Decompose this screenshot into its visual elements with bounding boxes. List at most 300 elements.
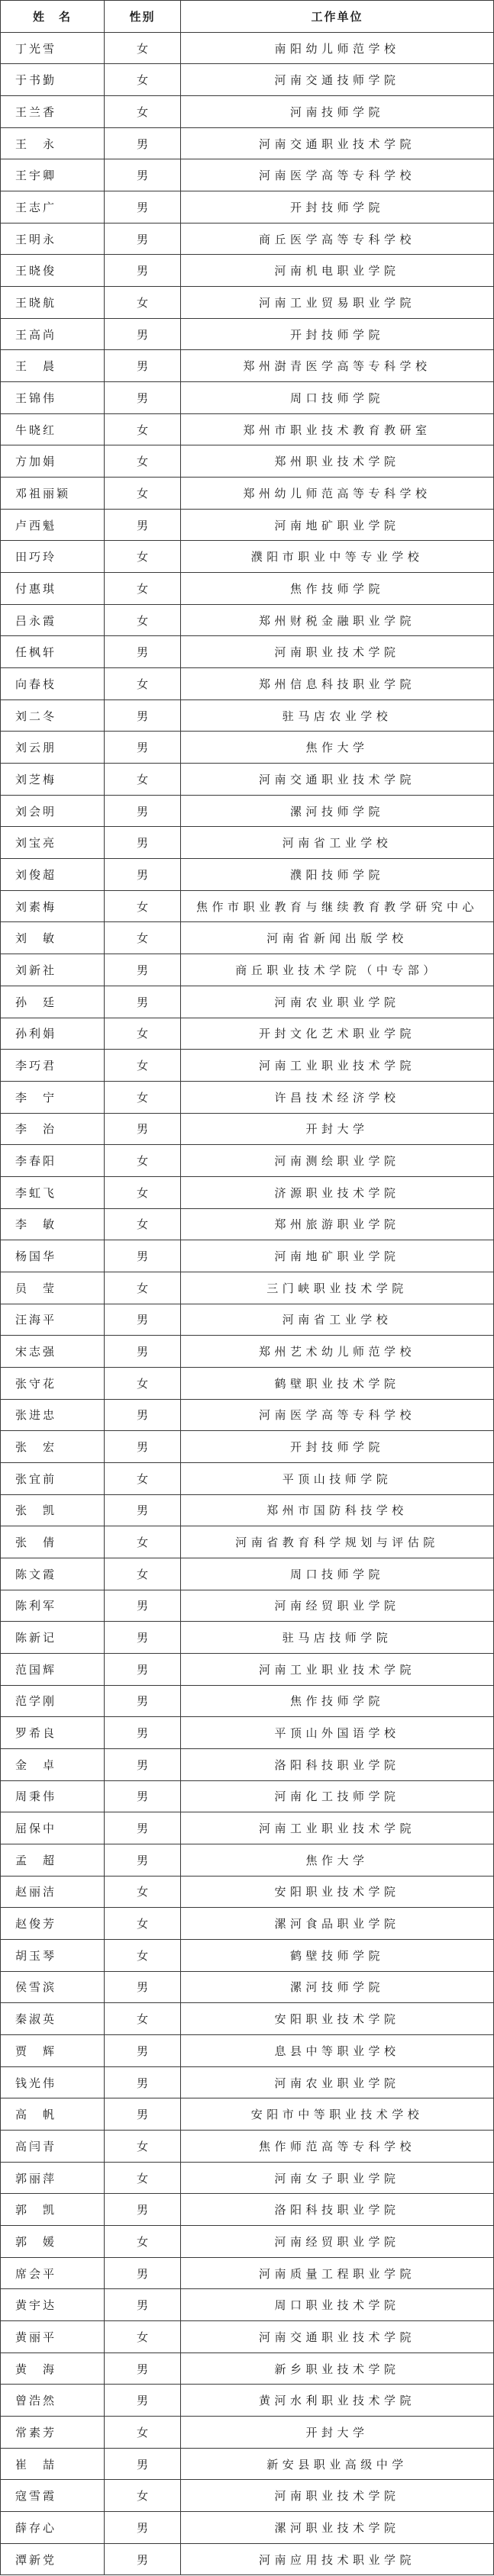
name-cell: 周秉伟 <box>1 1781 105 1812</box>
unit-cell: 河南地矿职业学院 <box>274 518 400 532</box>
gender-cell: 男 <box>105 2512 181 2543</box>
name-cell: 张宜前 <box>1 1463 105 1494</box>
name-cell: 李虹飞 <box>1 1177 105 1208</box>
name-cell: 刘芝梅 <box>1 764 105 795</box>
gender-cell: 女 <box>105 764 181 795</box>
gender-cell: 女 <box>105 478 181 509</box>
unit-cell: 焦作技师学院 <box>289 1694 384 1709</box>
unit-cell: 商丘职业技术学院（中专部） <box>235 963 439 977</box>
unit-cell: 河南省教育科学规划与评估院 <box>235 1536 439 1550</box>
name-cell: 常素芳 <box>1 2417 105 2448</box>
unit-cell: 周口职业技术学院 <box>274 2298 400 2313</box>
table-row <box>1 350 493 382</box>
gender-cell: 女 <box>105 2417 181 2448</box>
gender-cell: 男 <box>105 1114 181 1145</box>
unit-cell: 濮阳技师学院 <box>289 867 384 882</box>
name-cell: 郭 凯 <box>1 2194 105 2225</box>
name-cell: 付惠琪 <box>1 573 105 604</box>
unit-cell: 洛阳科技职业学院 <box>274 1758 400 1772</box>
gender-cell: 男 <box>105 2035 181 2066</box>
unit-cell: 南阳幼儿师范学校 <box>274 41 400 56</box>
gender-cell: 男 <box>105 796 181 827</box>
name-cell: 刘会明 <box>1 796 105 827</box>
name-cell: 陈利军 <box>1 1590 105 1622</box>
gender-cell: 男 <box>105 159 181 191</box>
gender-cell: 男 <box>105 1717 181 1748</box>
gender-cell: 女 <box>105 1177 181 1208</box>
name-cell: 邓祖丽颖 <box>1 478 105 509</box>
name-cell: 吕永霞 <box>1 605 105 636</box>
table-row <box>1 445 493 478</box>
gender-cell: 男 <box>105 986 181 1018</box>
unit-cell: 新安县职业高级中学 <box>266 2457 408 2471</box>
table-row <box>1 2003 493 2035</box>
name-cell: 范国辉 <box>1 1654 105 1685</box>
name-cell: 于书勤 <box>1 64 105 95</box>
name-cell: 陈新记 <box>1 1622 105 1653</box>
gender-cell: 女 <box>105 1272 181 1304</box>
unit-cell: 驻马店技师学院 <box>282 1631 392 1645</box>
gender-cell: 男 <box>105 1972 181 2003</box>
gender-cell: 男 <box>105 859 181 890</box>
table-row <box>1 1908 493 1940</box>
table-row <box>1 2385 493 2417</box>
table-row <box>1 1082 493 1114</box>
name-cell: 李春阳 <box>1 1145 105 1176</box>
name-cell: 任枫轩 <box>1 636 105 667</box>
unit-cell: 郑州财税金融职业学院 <box>258 613 415 628</box>
unit-cell: 河南医学高等专科学校 <box>258 169 415 183</box>
unit-cell: 河南女子职业学院 <box>274 2171 400 2185</box>
gender-cell: 男 <box>105 128 181 159</box>
name-cell: 赵丽洁 <box>1 1877 105 1908</box>
unit-cell: 河南工业贸易职业学院 <box>258 295 415 310</box>
gender-cell: 男 <box>105 224 181 255</box>
name-cell: 刘二冬 <box>1 700 105 732</box>
unit-cell: 河南农业职业学院 <box>274 2076 400 2090</box>
gender-cell: 女 <box>105 605 181 636</box>
name-cell: 杨国华 <box>1 1240 105 1272</box>
table-row <box>1 1812 493 1844</box>
gender-cell: 女 <box>105 1082 181 1113</box>
header-name: 姓 名 <box>1 1 105 32</box>
gender-cell: 女 <box>105 1877 181 1908</box>
table-row <box>1 1781 493 1813</box>
name-cell: 高 帆 <box>1 2098 105 2130</box>
header-gender: 性别 <box>105 1 181 32</box>
gender-cell: 男 <box>105 1240 181 1272</box>
unit-cell: 漯河职业技术学院 <box>274 2520 400 2535</box>
unit-cell: 郑州信息科技职业学院 <box>258 677 415 691</box>
unit-cell: 鹤壁技师学院 <box>289 1948 384 1963</box>
gender-cell: 女 <box>105 2003 181 2034</box>
table-row <box>1 541 493 573</box>
gender-cell: 男 <box>105 1304 181 1336</box>
name-cell: 方加娟 <box>1 445 105 477</box>
table-row <box>1 2417 493 2449</box>
table-row <box>1 1368 493 1400</box>
table-row <box>1 1145 493 1177</box>
name-cell: 寇雪霞 <box>1 2480 105 2511</box>
table-row <box>1 1877 493 1909</box>
unit-cell: 河南测绘职业学院 <box>274 1154 400 1169</box>
unit-cell: 平顶山技师学院 <box>282 1471 392 1486</box>
name-cell: 范学刚 <box>1 1686 105 1717</box>
unit-cell: 郑州幼儿师范高等专科学校 <box>243 486 431 500</box>
name-cell: 王高尚 <box>1 319 105 350</box>
name-cell: 赵俊芳 <box>1 1908 105 1939</box>
gender-cell: 男 <box>105 2194 181 2225</box>
table-row <box>1 668 493 700</box>
name-cell: 孙利娟 <box>1 1018 105 1050</box>
unit-cell: 开封技师学院 <box>289 200 384 214</box>
gender-cell: 男 <box>105 1622 181 1653</box>
table-row <box>1 2480 493 2512</box>
unit-cell: 开封大学 <box>305 1122 369 1137</box>
unit-cell: 濮阳市职业中等专业学校 <box>250 550 424 564</box>
unit-cell: 焦作大学 <box>305 741 369 755</box>
gender-cell: 男 <box>105 1781 181 1812</box>
gender-cell: 女 <box>105 1940 181 1971</box>
table-row <box>1 319 493 351</box>
table-row <box>1 510 493 542</box>
name-cell: 黄丽平 <box>1 2321 105 2352</box>
unit-cell: 焦作市职业教育与继续教育教学研究中心 <box>195 899 478 914</box>
table-row <box>1 636 493 668</box>
unit-cell: 安阳职业技术学院 <box>274 1885 400 1899</box>
table-row <box>1 922 493 954</box>
name-cell: 田巧玲 <box>1 541 105 572</box>
name-cell: 张守花 <box>1 1368 105 1399</box>
table-row <box>1 2163 493 2195</box>
unit-cell: 河南交通技师学院 <box>274 73 400 88</box>
name-cell: 王宇卿 <box>1 159 105 191</box>
unit-cell: 洛阳科技职业学院 <box>274 2203 400 2217</box>
table-row <box>1 1558 493 1590</box>
table-row <box>1 1717 493 1749</box>
name-cell: 钱光伟 <box>1 2067 105 2098</box>
gender-cell: 男 <box>105 1431 181 1462</box>
unit-cell: 郑州市职业技术教育教研室 <box>243 423 431 437</box>
name-cell: 刘素梅 <box>1 891 105 922</box>
table-row <box>1 1654 493 1686</box>
table-row <box>1 986 493 1018</box>
name-cell: 王晓航 <box>1 287 105 318</box>
gender-cell: 男 <box>105 2289 181 2320</box>
name-cell: 张 凯 <box>1 1495 105 1526</box>
unit-cell: 漯河技师学院 <box>289 804 384 818</box>
unit-cell: 河南省工业学校 <box>282 836 392 851</box>
name-cell: 王锦伟 <box>1 382 105 413</box>
gender-cell: 女 <box>105 2226 181 2257</box>
name-cell: 崔 喆 <box>1 2449 105 2480</box>
unit-cell: 安阳市中等职业技术学校 <box>250 2108 424 2122</box>
unit-cell: 河南交通职业技术学院 <box>258 2330 415 2344</box>
name-cell: 王兰香 <box>1 96 105 127</box>
unit-cell: 黄河水利职业技术学院 <box>258 2394 415 2408</box>
name-cell: 高闫青 <box>1 2131 105 2162</box>
name-cell: 汪海平 <box>1 1304 105 1336</box>
name-cell: 刘俊超 <box>1 859 105 890</box>
name-cell: 潭新党 <box>1 2544 105 2575</box>
table-row <box>1 573 493 605</box>
gender-cell: 男 <box>105 827 181 858</box>
table-row <box>1 700 493 732</box>
gender-cell: 女 <box>105 922 181 954</box>
unit-cell: 河南交通职业技术学院 <box>258 772 415 786</box>
table-row <box>1 1940 493 1972</box>
name-cell: 薛存心 <box>1 2512 105 2543</box>
name-cell: 李 治 <box>1 1114 105 1145</box>
gender-cell: 男 <box>105 2449 181 2480</box>
table-row <box>1 287 493 319</box>
table-row <box>1 33 493 65</box>
unit-cell: 开封文化艺术职业学院 <box>258 1027 415 1041</box>
gender-cell: 男 <box>105 319 181 350</box>
gender-cell: 女 <box>105 1050 181 1081</box>
unit-cell: 周口技师学院 <box>289 1567 384 1581</box>
name-cell: 牛晓红 <box>1 414 105 445</box>
gender-cell: 男 <box>105 1686 181 1717</box>
name-cell: 侯雪滨 <box>1 1972 105 2003</box>
name-cell: 黄宇达 <box>1 2289 105 2320</box>
name-cell: 曾浩然 <box>1 2385 105 2416</box>
name-cell: 宋志强 <box>1 1336 105 1367</box>
table-row <box>1 954 493 986</box>
table-row <box>1 2226 493 2258</box>
table-row <box>1 1272 493 1304</box>
unit-cell: 河南交通职业技术学院 <box>258 137 415 151</box>
table-row <box>1 764 493 796</box>
table-row <box>1 1240 493 1272</box>
gender-cell: 女 <box>105 2131 181 2162</box>
table-row <box>1 1018 493 1050</box>
gender-cell: 男 <box>105 732 181 763</box>
gender-cell: 男 <box>105 1590 181 1622</box>
name-cell: 丁光雪 <box>1 33 105 64</box>
name-cell: 孙 廷 <box>1 986 105 1018</box>
table-row <box>1 2449 493 2481</box>
header-unit: 工作单位 <box>311 9 363 24</box>
table-row <box>1 1972 493 2004</box>
name-cell: 秦淑英 <box>1 2003 105 2034</box>
unit-cell: 开封技师学院 <box>289 327 384 342</box>
gender-cell: 男 <box>105 1400 181 1431</box>
name-cell: 罗希良 <box>1 1717 105 1748</box>
table-row <box>1 2512 493 2544</box>
gender-cell: 男 <box>105 954 181 986</box>
table-row <box>1 859 493 891</box>
gender-cell: 女 <box>105 573 181 604</box>
table-row <box>1 732 493 764</box>
table-row <box>1 159 493 191</box>
unit-cell: 河南医学高等专科学校 <box>258 1408 415 1423</box>
gender-cell: 女 <box>105 287 181 318</box>
unit-cell: 商丘医学高等专科学校 <box>258 232 415 246</box>
name-cell: 刘宝亮 <box>1 827 105 858</box>
name-cell: 王 永 <box>1 128 105 159</box>
table-row <box>1 827 493 859</box>
unit-cell: 河南省工业学校 <box>282 1313 392 1327</box>
name-cell: 张 宏 <box>1 1431 105 1462</box>
table-row <box>1 2067 493 2099</box>
table-row <box>1 796 493 828</box>
name-cell: 席会平 <box>1 2258 105 2289</box>
table-row <box>1 1749 493 1781</box>
gender-cell: 女 <box>105 2321 181 2352</box>
gender-cell: 男 <box>105 510 181 541</box>
unit-cell: 开封大学 <box>305 2425 369 2439</box>
table-row <box>1 1336 493 1368</box>
gender-cell: 女 <box>105 1018 181 1050</box>
table-row <box>1 605 493 637</box>
unit-cell: 河南工业职业技术学院 <box>258 1662 415 1677</box>
table-row <box>1 1050 493 1082</box>
gender-cell: 女 <box>105 541 181 572</box>
gender-cell: 女 <box>105 1526 181 1558</box>
table-row <box>1 1177 493 1209</box>
unit-cell: 漯河食品职业学院 <box>274 1917 400 1931</box>
gender-cell: 女 <box>105 2163 181 2194</box>
unit-cell: 河南省新闻出版学校 <box>266 931 408 946</box>
unit-cell: 安阳职业技术学院 <box>274 2012 400 2027</box>
table-row <box>1 1686 493 1718</box>
table-row <box>1 96 493 128</box>
gender-cell: 女 <box>105 1209 181 1240</box>
table-row <box>1 1495 493 1527</box>
table-row <box>1 1431 493 1463</box>
name-cell: 张 倩 <box>1 1526 105 1558</box>
name-cell: 王 晨 <box>1 350 105 381</box>
gender-cell: 男 <box>105 255 181 286</box>
table-row <box>1 2544 493 2576</box>
unit-cell: 平顶山外国语学校 <box>274 1726 400 1741</box>
name-cell: 贾 辉 <box>1 2035 105 2066</box>
unit-cell: 焦作技师学院 <box>289 581 384 596</box>
table-row <box>1 2131 493 2163</box>
unit-cell: 焦作师范高等专科学校 <box>258 2139 415 2153</box>
name-cell: 金 卓 <box>1 1749 105 1780</box>
gender-cell: 男 <box>105 2258 181 2289</box>
unit-cell: 河南机电职业学院 <box>274 264 400 278</box>
unit-cell: 三门峡职业技术学院 <box>266 1281 408 1295</box>
unit-cell: 河南职业技术学院 <box>274 645 400 660</box>
gender-cell: 男 <box>105 1812 181 1844</box>
table-row <box>1 2289 493 2321</box>
table-row <box>1 891 493 923</box>
gender-cell: 男 <box>105 636 181 667</box>
gender-cell: 女 <box>105 1463 181 1494</box>
unit-cell: 焦作大学 <box>305 1853 369 1867</box>
gender-cell: 女 <box>105 1558 181 1590</box>
unit-cell: 河南农业职业学院 <box>274 995 400 1009</box>
table-row <box>1 1590 493 1622</box>
gender-cell: 女 <box>105 1145 181 1176</box>
unit-cell: 息县中等职业学校 <box>274 2044 400 2058</box>
name-cell: 郭丽萍 <box>1 2163 105 2194</box>
unit-cell: 新乡职业技术学院 <box>274 2362 400 2376</box>
gender-cell: 女 <box>105 668 181 699</box>
table-row <box>1 2194 493 2226</box>
gender-cell: 男 <box>105 2098 181 2130</box>
name-cell: 刘新社 <box>1 954 105 986</box>
name-cell: 李 宁 <box>1 1082 105 1113</box>
unit-cell: 驻马店农业学校 <box>282 709 392 723</box>
table-row <box>1 128 493 160</box>
name-cell: 孟 超 <box>1 1844 105 1876</box>
table-body <box>1 33 493 2576</box>
table-row <box>1 64 493 96</box>
unit-cell: 河南工业职业技术学院 <box>258 1822 415 1836</box>
unit-cell: 漯河技师学院 <box>289 1980 384 1995</box>
unit-cell: 河南应用技术职业学院 <box>258 2552 415 2567</box>
table-row <box>1 1304 493 1336</box>
gender-cell: 男 <box>105 350 181 381</box>
unit-cell: 周口技师学院 <box>289 391 384 405</box>
gender-cell: 男 <box>105 2353 181 2385</box>
table-row <box>1 1400 493 1432</box>
table-row <box>1 1622 493 1654</box>
table-header <box>1 1 493 33</box>
table-row <box>1 2258 493 2290</box>
unit-cell: 鹤壁职业技术学院 <box>274 1376 400 1391</box>
gender-cell: 男 <box>105 191 181 223</box>
name-cell: 王明永 <box>1 224 105 255</box>
name-cell: 李巧君 <box>1 1050 105 1081</box>
name-cell: 张进忠 <box>1 1400 105 1431</box>
unit-cell: 郑州艺术幼儿师范学校 <box>258 1345 415 1359</box>
table-row <box>1 2098 493 2131</box>
gender-cell: 女 <box>105 445 181 477</box>
gender-cell: 女 <box>105 891 181 922</box>
gender-cell: 女 <box>105 2480 181 2511</box>
name-cell: 郭 媛 <box>1 2226 105 2257</box>
unit-cell: 郑州澍青医学高等专科学校 <box>243 359 431 374</box>
unit-cell: 河南质量工程职业学院 <box>258 2266 415 2281</box>
name-cell: 卢西魁 <box>1 510 105 541</box>
unit-cell: 河南工业职业技术学院 <box>258 1059 415 1073</box>
gender-cell: 男 <box>105 1495 181 1526</box>
table-row <box>1 224 493 256</box>
unit-cell: 河南地矿职业学院 <box>274 1249 400 1264</box>
unit-cell: 河南化工技师学院 <box>274 1790 400 1804</box>
name-cell: 王晓俊 <box>1 255 105 286</box>
unit-cell: 郑州职业技术学院 <box>274 455 400 469</box>
table-row <box>1 1844 493 1877</box>
unit-cell: 开封技师学院 <box>289 1440 384 1455</box>
name-cell: 黄 海 <box>1 2353 105 2385</box>
table-row <box>1 1526 493 1558</box>
gender-cell: 男 <box>105 2385 181 2416</box>
gender-cell: 男 <box>105 1749 181 1780</box>
name-cell: 屈保中 <box>1 1812 105 1844</box>
table-row <box>1 414 493 446</box>
gender-cell: 男 <box>105 382 181 413</box>
gender-cell: 男 <box>105 2544 181 2575</box>
gender-cell: 男 <box>105 1336 181 1367</box>
unit-cell: 郑州市国防科技学校 <box>266 1503 408 1518</box>
name-cell: 员 莹 <box>1 1272 105 1304</box>
gender-cell: 女 <box>105 414 181 445</box>
gender-cell: 男 <box>105 1654 181 1685</box>
gender-cell: 女 <box>105 33 181 64</box>
gender-cell: 女 <box>105 1908 181 1939</box>
name-cell: 刘云朋 <box>1 732 105 763</box>
gender-cell: 男 <box>105 1844 181 1876</box>
table-row <box>1 2321 493 2353</box>
unit-cell: 河南职业技术学院 <box>274 2489 400 2504</box>
gender-cell: 女 <box>105 96 181 127</box>
